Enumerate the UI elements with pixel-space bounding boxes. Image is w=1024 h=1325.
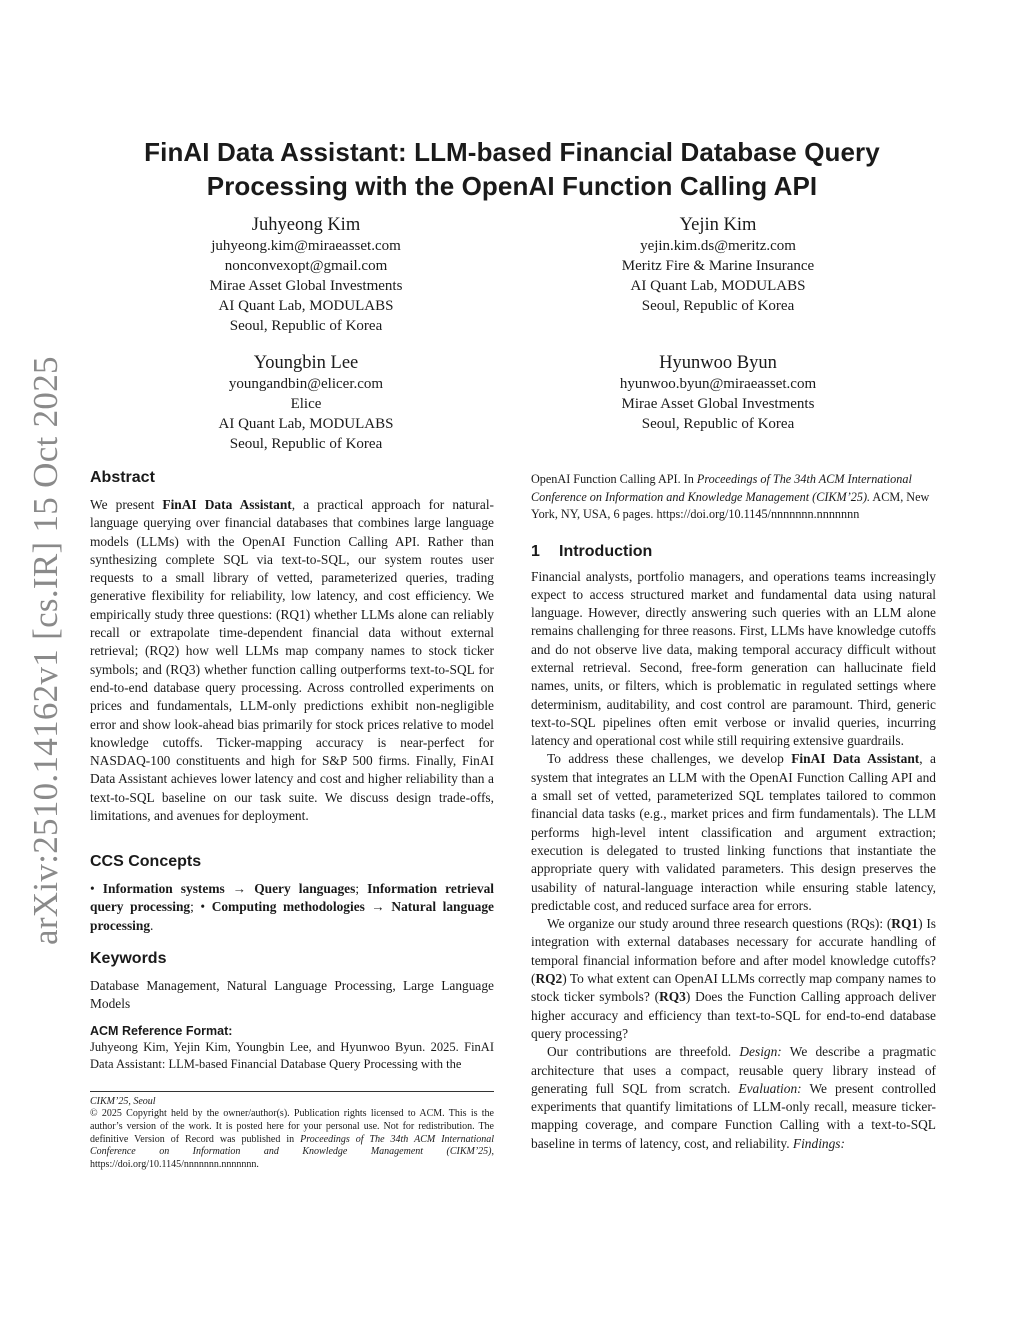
title-line-2: Processing with the OpenAI Function Calling API xyxy=(206,171,818,201)
author-affiliation: AI Quant Lab, MODULABS xyxy=(630,278,806,294)
title-line-1: FinAI Data Assistant: LLM-based Financial Database Query xyxy=(144,137,880,167)
intro-paragraph-4: Our contributions are threefold. Design: We describe a pragmatic architecture that uses a compact, reusable query library instead of generating full SQL from scratch. Evaluation: We present controlled experiments that quantify limitations of LLM-only recall, measure ticker-mapping coverage, and compare Function Calling with a text-to-SQL baseline in terms of latency, cost, and reliability. Findings: xyxy=(531,1044,936,1151)
intro-paragraph-2: To address these challenges, we develop FinAI Data Assistant, a system that integrates an LLM with the OpenAI Function Calling API and a small set of vetted, parameterized SQL templates tailored to common financial data tasks (e.g., market prices and firm fundamentals). The LLM performs high-level intent classification and argument extraction; execution is delegated to trusted linking functions that instantiate the appropriate query with validated parameters. This design preserves the usability of natural-language interaction while ensuring stable latency, predictable cost, and reduced surface area for errors. xyxy=(531,751,936,913)
author-affiliation: AI Quant Lab, MODULABS xyxy=(218,298,394,314)
author-name: Hyunwoo Byun xyxy=(659,353,777,373)
ccs-text: • Information systems → Query languages; Information retrieval query processing; • Computing methodologies → Natural language processing. xyxy=(90,881,494,933)
author-affiliation: Meritz Fire & Marine Insurance xyxy=(621,258,815,274)
keywords-text: Database Management, Natural Language Processing, Large Language Models xyxy=(90,977,494,1012)
author-block xyxy=(0,214,1024,464)
author-location: Seoul, Republic of Korea xyxy=(641,416,795,432)
author-email: youngandbin@elicer.com xyxy=(228,376,384,392)
author-juhyeong-kim xyxy=(126,214,486,336)
abstract-section xyxy=(90,468,494,838)
author-hyunwoo-byun xyxy=(538,352,898,434)
author-email: yejin.kim.ds@meritz.com xyxy=(640,238,796,254)
footnote-conference: CIKM’25, Seoul xyxy=(90,1096,156,1107)
author-name: Youngbin Lee xyxy=(253,353,359,373)
acm-reference-continued: OpenAI Function Calling API. In Proceedings of The 34th ACM International Conference on Information and Knowledge Management (CIKM’25). ACM, New York, NY, USA, 6 pages. https://doi.org/10.1145/nnnnnnn.nnnnnnn xyxy=(531,472,930,521)
section-title: Introduction xyxy=(559,542,653,560)
section-number: 1 xyxy=(531,542,540,560)
intro-paragraph-3: We organize our study around three research questions (RQs): (RQ1) Is integration with external databases necessary for accurate handling of temporal financial information before and after model knowledge cutoffs? (RQ2) To what extent can OpenAI LLMs correctly map company names to stock ticker symbols? (RQ3) Does the Function Calling approach deliver higher accuracy and efficiency than text-to-SQL for end-to-end database query processing? xyxy=(531,916,937,1041)
author-yejin-kim xyxy=(538,214,898,316)
author-affiliation: Mirae Asset Global Investments xyxy=(621,396,815,412)
author-affiliation: AI Quant Lab, MODULABS xyxy=(218,416,394,432)
footnote-copyright: © 2025 Copyright held by the owner/author(s). Publication rights licensed to ACM. This is the author’s version of the work. It is posted here for your personal use. Not for redistribution. The definitive Version of Record was published in Proceedings of The 34th ACM International Conference on Information and Knowledge Management (CIKM’25), https://doi.org/10.1145/nnnnnnn.nnnnnnn. xyxy=(90,1108,494,1171)
arxiv-stamp: arXiv:2510.14162v1 [cs.IR] 15 Oct 2025 xyxy=(26,356,65,945)
acm-reference-heading: ACM Reference Format: xyxy=(90,1024,233,1039)
footnote-rule xyxy=(90,1091,494,1092)
author-location: Seoul, Republic of Korea xyxy=(229,436,383,452)
introduction-heading xyxy=(531,542,936,562)
author-email: juhyeong.kim@miraeasset.com xyxy=(211,238,401,254)
copyright-footnote xyxy=(90,1091,494,1172)
paper-title xyxy=(80,135,944,203)
acm-reference-text: Juhyeong Kim, Yejin Kim, Youngbin Lee, and Hyunwoo Byun. 2025. FinAI Data Assistant: LLM-based Financial Database Query Processing with the xyxy=(90,1040,494,1072)
author-youngbin-lee xyxy=(126,352,486,454)
author-email: hyunwoo.byun@miraeasset.com xyxy=(619,376,817,392)
keywords-heading: Keywords xyxy=(90,949,167,967)
left-column xyxy=(90,468,494,1073)
ccs-heading: CCS Concepts xyxy=(90,853,202,870)
intro-paragraph-1: Financial analysts, portfolio managers, and operations teams increasingly expect to access structured market and fundamental data using natural language. However, directly answering such queries with an LLM alone remains challenging for three reasons. First, LLMs have knowledge cutoffs and do not observe live data, making temporal accuracy difficult without external retrieval. Second, free-form generation can hallucinate field names, units, or filters, which is problematic in regulated settings where determinism, auditability, and cost control are paramount. Third, generic text-to-SQL pipelines often emit verbose or invalid queries, incurring latency and operational cost while still requiring extensive guardrails. xyxy=(531,568,936,749)
author-email: nonconvexopt@gmail.com xyxy=(224,258,388,274)
author-affiliation: Mirae Asset Global Investments xyxy=(209,278,403,294)
author-location: Seoul, Republic of Korea xyxy=(229,318,383,334)
author-name: Yejin Kim xyxy=(679,215,757,235)
author-location: Seoul, Republic of Korea xyxy=(641,298,795,314)
abstract-text: We present FinAI Data Assistant, a practical approach for natural-language querying over financial databases that combines large language models (LLMs) with the OpenAI Function Calling API. Rather than synthesizing complete SQL via text-to-SQL, our system routes user requests to a small library of vetted, parameterized queries, trading generative flexibility for reliability, low latency, and cost efficiency. We empirically study three questions: (RQ1) whether LLMs alone can reliably recall or extrapolate time-dependent financial data without external retrieval; (RQ2) how well LLMs map company names to stock ticker symbols; and (RQ3) whether function calling outperforms text-to-SQL for end-to-end database query processing. Across controlled experiments on prices and fundamentals, LLM-only predictions exhibit non-negligible error and show look-ahead bias primarily for stock prices relative to model knowledge cutoffs. Ticker-mapping accuracy is near-perfect for NASDAQ-100 constituents and high for S&P 500 firms. Finally, FinAI Data Assistant achieves lower latency and cost and higher reliability than a text-to-SQL baseline on our task suite. We discuss design trade-offs, limitations, and avenues for deployment. xyxy=(90,497,494,824)
abstract-heading: Abstract xyxy=(90,469,155,486)
author-name: Juhyeong Kim xyxy=(251,215,361,235)
author-affiliation: Elice xyxy=(290,396,322,412)
right-column xyxy=(531,471,936,1153)
